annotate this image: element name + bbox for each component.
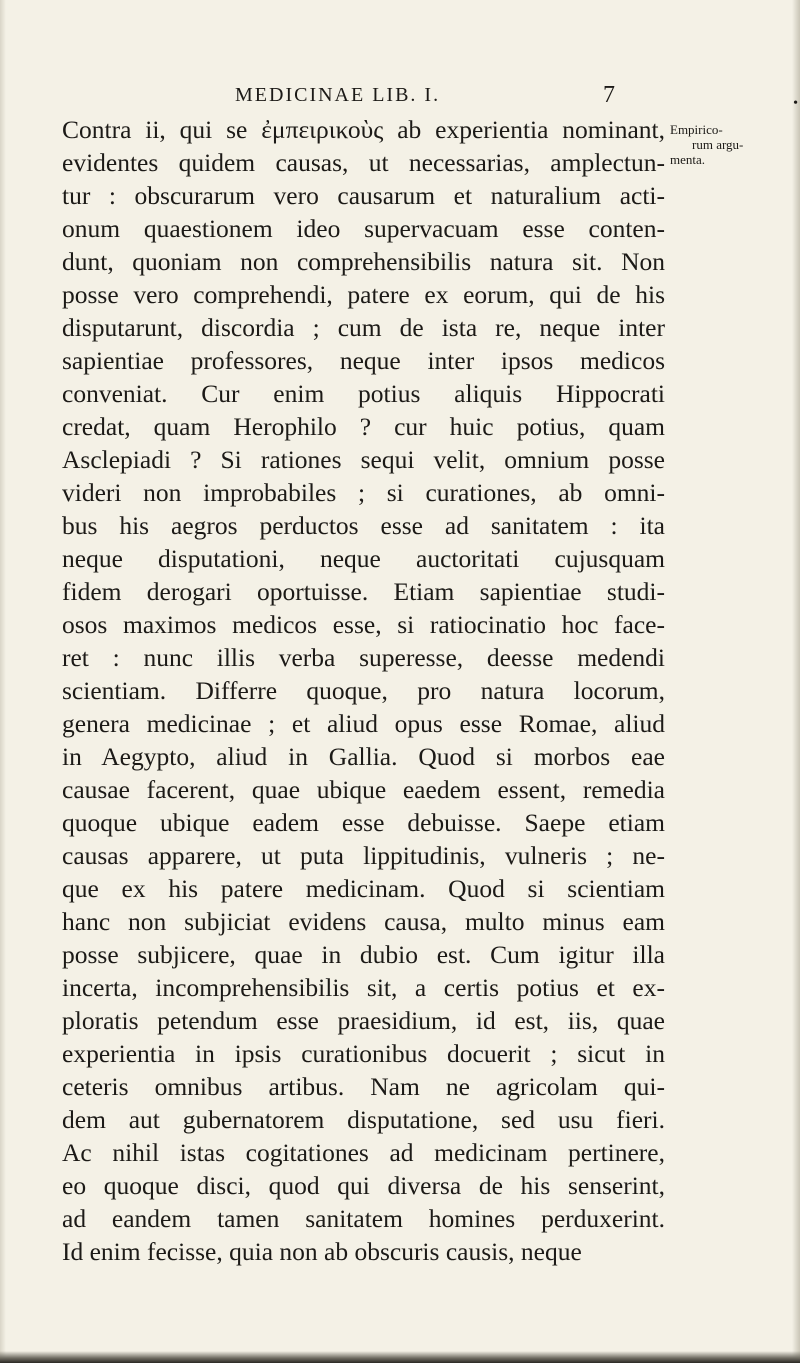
margin-note-line: Empirico- [670,122,723,137]
text-line: ploratis petendum esse praesidium, id est, iis, quae [62,1006,665,1035]
text-line: Ac nihil istas cogitationes ad medicinam pertinere, [62,1138,665,1167]
text-line: scientiam. Differre quoque, pro natura locorum, [62,676,665,705]
text-line: ceteris omnibus artibus. Nam ne agricolam qui- [62,1072,665,1101]
running-title: MEDICINAE LIB. I. [235,84,441,106]
text-line: Asclepiadi ? Si rationes sequi velit, omnium posse [62,445,665,474]
page-number: 7 [603,82,617,108]
text-line: tur : obscurarum vero causarum et naturalium acti- [62,181,665,210]
text-line: incerta, incomprehensibilis sit, a certis potius et ex- [62,973,665,1002]
margin-note-line: rum argu- [692,137,744,152]
text-line: conveniat. Cur enim potius aliquis Hippocrati [62,379,665,408]
page-left-edge [0,0,6,1363]
text-line: neque disputationi, neque auctoritati cujusquam [62,544,665,573]
text-line: causae facerent, quae ubique eaedem essent, remedia [62,775,665,804]
text-line: onum quaestionem ideo supervacuam esse conten- [62,214,665,243]
text-line: posse subjicere, quae in dubio est. Cum igitur illa [62,940,665,969]
text-line: hanc non subjiciat evidens causa, multo minus eam [62,907,665,936]
text-line: dunt, quoniam non comprehensibilis natura sit. Non [62,247,665,276]
text-line: posse vero comprehendi, patere ex eorum, qui de his [62,280,665,309]
text-line: osos maximos medicos esse, si ratiocinatio hoc face- [62,610,665,639]
text-line: dem aut gubernatorem disputatione, sed usu fieri. [62,1105,665,1134]
page-right-edge [792,0,800,1363]
body-text [62,113,665,1268]
text-line: disputarunt, discordia ; cum de ista re, neque inter [62,313,665,342]
text-line: credat, quam Herophilo ? cur huic potius, quam [62,412,665,441]
text-line: bus his aegros perductos esse ad sanitatem : ita [62,511,665,540]
text-line: quoque ubique eadem esse debuisse. Saepe etiam [62,808,665,837]
text-line: Id enim fecisse, quia non ab obscuris causis, neque [62,1237,582,1266]
text-line: ad eandem tamen sanitatem homines perduxerint. [62,1204,665,1233]
page-bottom-shadow [0,1351,800,1363]
corner-mark: • [793,96,798,111]
text-line: ret : nunc illis verba superesse, deesse medendi [62,643,665,672]
text-line: experientia in ipsis curationibus docuerit ; sicut in [62,1039,665,1068]
text-line: videri non improbabiles ; si curationes, ab omni- [62,478,665,507]
text-line: causas apparere, ut puta lippitudinis, vulneris ; ne- [62,841,665,870]
margin-note [670,122,795,167]
margin-note-line: menta. [670,152,706,167]
text-line: sapientiae professores, neque inter ipsos medicos [62,346,665,375]
text-line: genera medicinae ; et aliud opus esse Romae, aliud [62,709,665,738]
text-line: eo quoque disci, quod qui diversa de his senserint, [62,1171,665,1200]
text-line: in Aegypto, aliud in Gallia. Quod si morbos eae [62,742,665,771]
text-line: que ex his patere medicinam. Quod si scientiam [62,874,665,903]
text-line: Contra ii, qui se ἐμπειρικοὺς ab experientia nominant, [62,115,665,144]
text-line: fidem derogari oportuisse. Etiam sapientiae studi- [62,577,665,606]
text-line: evidentes quidem causas, ut necessarias, amplectun- [62,148,665,177]
